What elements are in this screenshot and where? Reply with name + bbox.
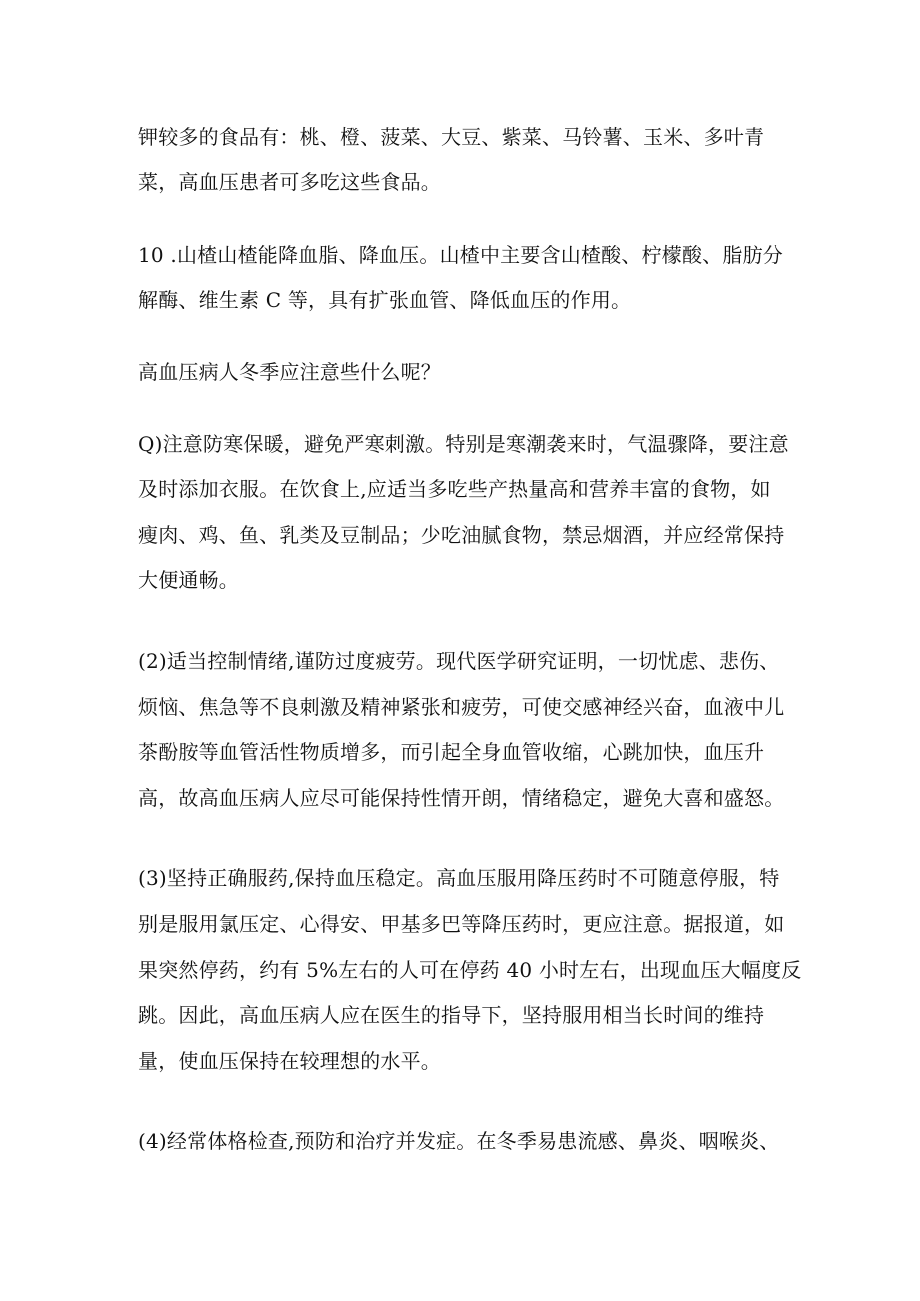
paragraph-line: 跳。因此，高血压病人应在医生的指导下，坚持服用相当长时间的维持 <box>138 1003 765 1027</box>
paragraph-line: 钾较多的食品有：桃、橙、菠菜、大豆、紫菜、马铃薯、玉米、多叶青 <box>138 125 765 149</box>
section-heading: 高血压病人冬季应注意些什么呢？ <box>138 360 441 384</box>
paragraph-line: 菜，高血压患者可多吃这些食品。 <box>138 170 441 194</box>
paragraph-line: 瘦肉、鸡、鱼、乳类及豆制品；少吃油腻食物，禁忌烟酒，并应经常保持 <box>138 523 785 547</box>
paragraph-line: (3)坚持正确服药,保持血压稳定。高血压服用降压药时不可随意停服，特 <box>138 866 780 890</box>
paragraph-line: Q)注意防寒保暖，避免严寒刺激。特别是寒潮袭来时，气温骤降，要注意 <box>138 432 789 456</box>
paragraph-line: 烦恼、焦急等不良刺激及精神紧张和疲劳，可使交感神经兴奋，血液中儿 <box>138 695 785 719</box>
paragraph-line: (2)适当控制情绪,谨防过度疲劳。现代医学研究证明，一切忧虑、悲伤、 <box>138 649 780 673</box>
paragraph-line: (4)经常体格检查,预防和治疗并发症。在冬季易患流感、鼻炎、咽喉炎、 <box>138 1129 780 1153</box>
paragraph-line: 10 .山楂山楂能降血脂、降血压。山楂中主要含山楂酸、柠檬酸、脂肪分 <box>138 243 783 267</box>
paragraph-line: 解酶、维生素 C 等，具有扩张血管、降低血压的作用。 <box>138 288 632 312</box>
paragraph-line: 大便通畅。 <box>138 568 239 592</box>
paragraph-line: 茶酚胺等血管活性物质增多，而引起全身血管收缩，心跳加快，血压升 <box>138 740 765 764</box>
paragraph-line: 量，使血压保持在较理想的水平。 <box>138 1049 441 1073</box>
paragraph-line: 高，故高血压病人应尽可能保持性情开朗，情绪稳定，避免大喜和盛怒。 <box>138 786 785 810</box>
paragraph-line: 果突然停药，约有 5%左右的人可在停药 40 小时左右，出现血压大幅度反 <box>138 958 802 982</box>
paragraph-line: 及时添加衣服。在饮食上,应适当多吃些产热量高和营养丰富的食物，如 <box>138 477 771 501</box>
paragraph-line: 别是服用氯压定、心得安、甲基多巴等降压药时，更应注意。据报道，如 <box>138 912 785 936</box>
